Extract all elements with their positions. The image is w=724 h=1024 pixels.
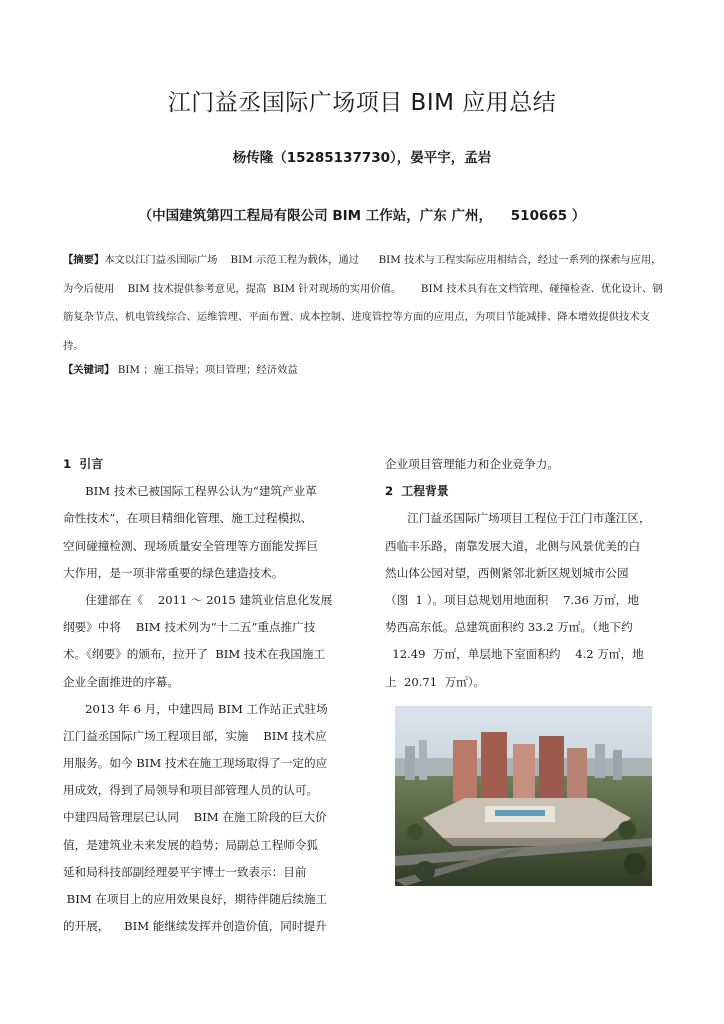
right-body-line: 西临丰乐路，南靠发展大道，北侧与风景优美的白 — [385, 538, 641, 553]
right-body-line: 上 20.71 万㎡）。 — [385, 674, 486, 689]
abstract — [63, 246, 665, 360]
left-body-line: 江门益丞国际广场工程项目部，实施 BIM 技术应 — [63, 728, 327, 743]
left-body-line: 的开展， BIM 能继续发挥并创造价值，同时提升 — [63, 919, 327, 934]
right-column-carryover — [385, 451, 667, 478]
right-carryover-line: 企业项目管理能力和企业竞争力。 — [385, 457, 559, 471]
left-body-line: 值，是建筑业未来发展的趋势；局副总工程师令狐 — [63, 837, 319, 852]
right-body-line: 江门益丞国际广场项目工程位于江门市蓬江区， — [385, 511, 651, 526]
author-list: 杨传隆（15285137730），晏平宇，孟岩 — [232, 150, 492, 166]
right-body-line: （图 1 ）。项目总规划用地面积 7.36 万㎡，地 — [385, 592, 639, 607]
left-body-line: BIM 技术已被国际工程界公认为“建筑产业革 — [63, 484, 317, 499]
left-column — [63, 451, 345, 940]
right-body-line: 然山体公园对望，西侧紧邻北新区规划城市公园 — [385, 565, 629, 580]
right-body-line: 12.49 万㎡，单层地下室面积约 4.2 万㎡，地 — [385, 647, 644, 662]
left-body-line: 术。《纲要》的颁布，拉开了 BIM 技术在我国施工 — [63, 647, 326, 662]
left-body-line: 大作用，是一项非常重要的绿色建造技术。 — [63, 565, 284, 580]
left-body-line: 纲要》中将 BIM 技术列为“十二五”重点推广技 — [63, 620, 316, 635]
left-body-line: 中建四局管理层已认同 BIM 在施工阶段的巨大价 — [63, 810, 327, 825]
right-body-line: 势西高东低。总建筑面积约 33.2 万㎡。（地下约 — [385, 620, 633, 635]
left-body-line: 用服务。如今 BIM 技术在施工现场取得了一定的应 — [63, 756, 328, 771]
affiliation: （中国建筑第四工程局有限公司 BIM 工作站，广东 广州， 510665 ） — [138, 208, 586, 224]
paper-title: 江门益丞国际广场项目 BIM 应用总结 — [167, 90, 557, 116]
left-body-line: 2013 年 6 月，中建四局 BIM 工作站正式驻场 — [63, 701, 328, 716]
aerial-rendering-image — [395, 706, 652, 886]
left-body-line: 企业全面推进的序幕。 — [63, 674, 179, 689]
left-body-line: 住建部在《 2011 ～ 2015 建筑业信息化发展 — [63, 592, 333, 607]
left-body-line: 延和局科技部副经理晏平宇博士一致表示：目前 — [63, 864, 307, 879]
keywords-text: BIM ；施工指导；项目管理；经济效益 — [114, 364, 298, 376]
keywords-label: 【关键词】 — [63, 364, 115, 376]
left-body-line: 命性技术”，在项目精细化管理、施工过程模拟、 — [63, 511, 313, 526]
left-body-line: BIM 在项目上的应用效果良好，期待伴随后续施工 — [63, 892, 328, 906]
abstract-label: 【摘要】 — [63, 254, 105, 266]
section-heading-intro: 1 引言 — [63, 457, 104, 471]
left-column-body — [63, 478, 345, 940]
right-column-body — [385, 505, 667, 695]
section-heading-background: 2 工程背景 — [385, 484, 449, 499]
keywords — [63, 361, 298, 376]
abstract-text: 本文以江门益丞国际广场 BIM 示范工程为载体，通过 BIM 技术与工程实际应用相结合，经过一系列的探索与应用，为今后使用 BIM 技术提供参考意见，提高 BIM 针对现场的实用价值。 BIM 技术具有在文档管理、碰撞检查、优化设计、钢筋复杂节点、机电管线综合、运维管理、平面布置、成本控制、进度管控等方面的应用点，为项目节能减排、降本增效提供技术支持。 — [63, 254, 663, 352]
left-body-line: 空间碰撞检测、现场质量安全管理等方面能发挥巨 — [63, 538, 319, 553]
right-column — [385, 451, 667, 696]
rendering-illustration — [395, 706, 652, 886]
left-body-line: 用成效，得到了局领导和项目部管理人员的认可。 — [63, 783, 319, 798]
